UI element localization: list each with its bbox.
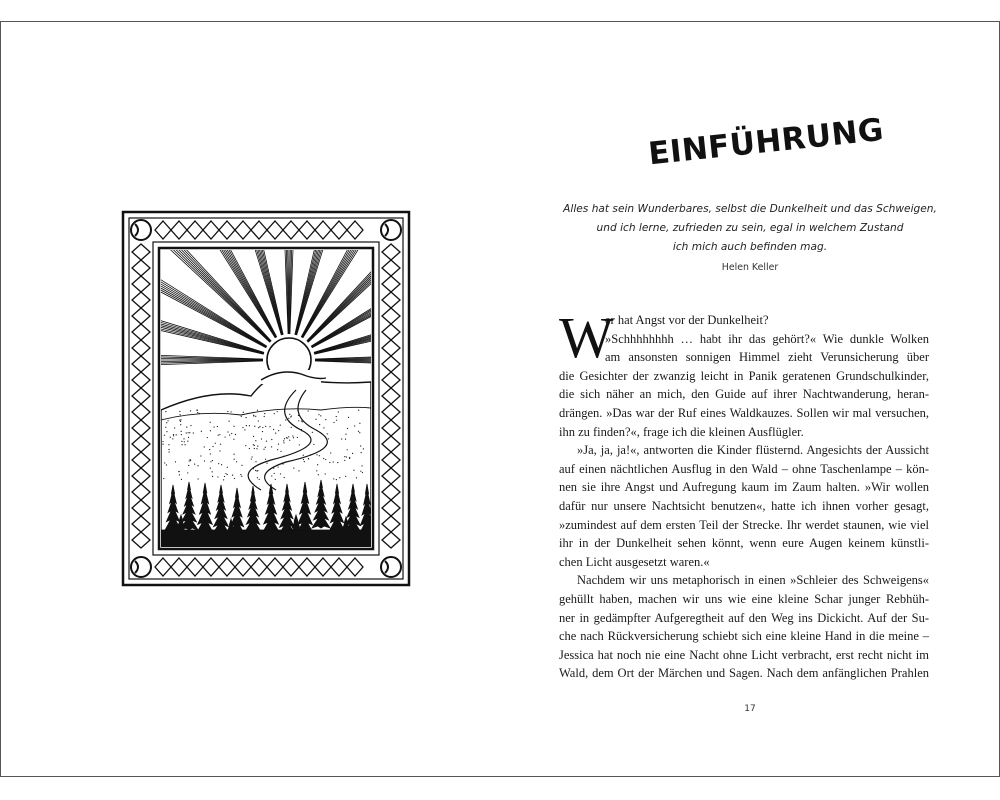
body-text: [559, 305, 929, 683]
text-line: »Schhhhhhhh … habt ihr das gehört?« Wie dunkle Wolken: [605, 331, 929, 346]
text-line: dafür nur unsere Nachtsicht benutzen«, hatte ich ihnen vorher gesagt,: [559, 498, 929, 513]
text-line: die Gesichter der zwanzig leicht in Panik geratenen Grundschulkinder,: [559, 368, 929, 383]
drop-cap: W: [559, 305, 614, 370]
text-line: ihr in der Dunkelheit sehen könnt, wenn eure Augen keinem künstli-: [559, 536, 929, 551]
epigraph-quote: [550, 200, 950, 257]
page-number: 17: [744, 704, 756, 714]
right-page: [500, 22, 999, 776]
text-line: nen sie ihre Angst und Aufregung kaum im Zaum halten. »Wir wollen: [559, 480, 929, 495]
text-line: die sich näher an mich, den Guide auf ihrer Nachtwanderung, heran-: [559, 387, 929, 402]
epigraph-line: und ich lerne, zufrieden zu sein, egal in welchem Zustand: [596, 222, 904, 234]
text-line: »zumindest auf dem ersten Teil der Strecke. Ihr werdet staunen, wie viel: [559, 517, 929, 532]
epigraph-author: Helen Keller: [721, 262, 779, 273]
text-line: ihn zu finden?«, frage ich die kleinen Ausflügler.: [559, 424, 804, 439]
chapter-title: EINFÜHRUNG: [646, 111, 886, 173]
text-line: chen Licht ausgesetzt waren.«: [559, 554, 710, 569]
text-line: am ansonsten sonnigen Himmel zieht Verunsicherung über: [605, 350, 929, 365]
epigraph-line: Alles hat sein Wunderbares, selbst die Dunkelheit und das Schweigen,: [563, 203, 937, 215]
text-line: Nachdem wir uns metaphorisch in einen »Schleier des Schweigens«: [577, 573, 929, 588]
left-page: [1, 22, 500, 776]
text-line: Jessica hat noch nie eine Nacht ohne Licht verbracht, erst recht nicht im: [559, 647, 929, 662]
text-line: che nach Rückversicherung schiebt sich eine kleine Hand in die meine –: [559, 629, 929, 644]
epigraph-line: ich mich auch befinden mag.: [672, 241, 828, 253]
text-line: er hat Angst vor der Dunkelheit?: [605, 313, 769, 327]
text-line: »Ja, ja, ja!«, antworten die Kinder flüsternd. Angesichts der Aussicht: [577, 443, 929, 458]
text-line: gehüllt haben, machen wir uns wie eine kleine Schar junger Rebhüh-: [559, 591, 929, 606]
book-spread: [0, 21, 1000, 777]
text-line: auf einen nächtlichen Ausflug in den Wald – ohne Taschenlampe – kön-: [559, 461, 929, 476]
forest-sunrise-illustration: [121, 210, 411, 587]
text-line: ner in gedämpfter Aufgeregtheit auf den Weg ins Dickicht. Auf der Su-: [559, 610, 929, 625]
text-line: drängen. »Das war der Ruf eines Waldkauzes. Sollen wir mal versuchen,: [559, 405, 929, 420]
text-line: Wald, dem Ort der Märchen und Sagen. Nach dem anfänglichen Prahlen: [559, 666, 929, 681]
